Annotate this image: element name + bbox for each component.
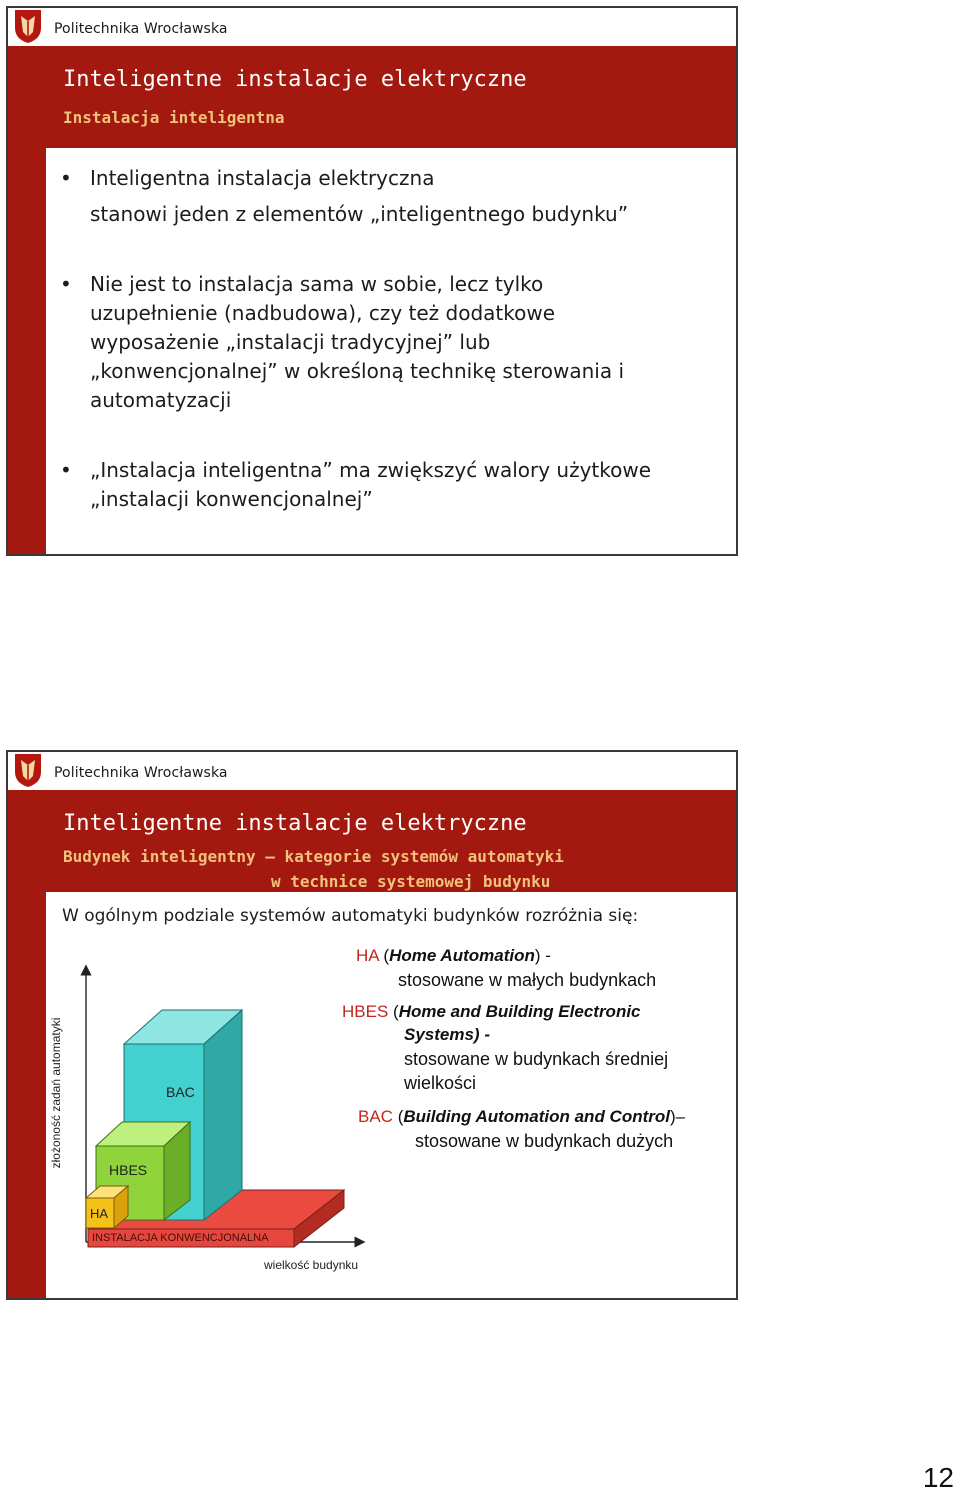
- acronym-bac: BAC: [358, 1107, 393, 1126]
- definition-name: Home and Building Electronic: [398, 1002, 641, 1021]
- definition-hbes-desc2: wielkości: [404, 1073, 477, 1093]
- university-name: Politechnika Wrocławska: [54, 21, 228, 37]
- acronym-hbes: HBES: [342, 1002, 389, 1021]
- definition-bac-desc: stosowane w budynkach dużych: [415, 1131, 674, 1151]
- bullet-line: uzupełnienie (nadbudowa), czy też dodatkowe: [90, 301, 556, 325]
- bullet-dot-icon: •: [60, 166, 72, 190]
- definition-hbes-desc1: stosowane w budynkach średniej: [404, 1049, 669, 1069]
- subtitle-line: Budynek inteligentny – kategorie systemów automatyki: [63, 847, 564, 866]
- separator: ) -: [534, 946, 551, 965]
- slide-1: [6, 6, 738, 556]
- label-hbes: HBES: [109, 1162, 148, 1178]
- definition-name: Home Automation: [389, 946, 535, 965]
- university-crest-icon: [12, 8, 44, 44]
- definition-name: Systems) -: [404, 1025, 490, 1044]
- bullet-line: Inteligentna instalacja elektryczna: [90, 166, 435, 190]
- x-axis-label: wielkość budynku: [264, 1258, 359, 1272]
- automation-categories-diagram: [8, 752, 736, 1298]
- definition-hbes-name2: [404, 1025, 490, 1045]
- intro-text: W ogólnym podziale systemów automatyki budynków rozróżnia się:: [62, 906, 639, 926]
- slide-2: [6, 750, 738, 1300]
- separator: )–: [669, 1107, 686, 1126]
- bullet-dot-icon: •: [60, 272, 72, 296]
- bullet-line: stanowi jeden z elementów „inteligentnego budynku”: [90, 202, 629, 226]
- definition-ha-desc: stosowane w małych budynkach: [398, 970, 657, 990]
- subtitle-line: w technice systemowej budynku: [271, 872, 551, 891]
- bullet-line: „konwencjonalnej” w określoną technikę sterowania i: [90, 359, 625, 383]
- label-bac: BAC: [166, 1084, 195, 1100]
- slide-header: [46, 46, 736, 148]
- definition-ha: HA (Home Automation) -: [356, 946, 551, 965]
- slide-subtitle: Instalacja inteligentna: [63, 108, 285, 127]
- slide-title: Inteligentne instalacje elektryczne: [63, 67, 527, 92]
- page-number: 12: [922, 1462, 954, 1493]
- bullet-line: „Instalacja inteligentna” ma zwiększyć walory użytkowe: [90, 458, 652, 482]
- acronym-ha: HA: [356, 946, 379, 965]
- label-conventional: INSTALACJA KONWENCJONALNA: [92, 1232, 269, 1244]
- bullet-line: wyposażenie „instalacji tradycyjnej” lub: [90, 330, 491, 354]
- label-ha: HA: [90, 1206, 109, 1221]
- slide-title: Inteligentne instalacje elektryczne: [63, 811, 527, 836]
- bullet-line: Nie jest to instalacja sama w sobie, lecz tylko: [90, 272, 544, 296]
- definition-bac: BAC (Building Automation and Control)–: [358, 1107, 686, 1126]
- bullet-dot-icon: •: [60, 458, 72, 482]
- university-name: Politechnika Wrocławska: [54, 765, 228, 781]
- y-axis-label: złożoność zadań automatyki: [49, 1017, 63, 1169]
- bullet-line: „instalacji konwencjonalnej”: [90, 487, 373, 511]
- left-red-bar: [8, 8, 46, 554]
- definition-hbes: HBES (Home and Building Electronic: [342, 1002, 641, 1021]
- bullet-line: automatyzacji: [90, 388, 232, 412]
- definition-name: Building Automation and Control: [403, 1107, 670, 1126]
